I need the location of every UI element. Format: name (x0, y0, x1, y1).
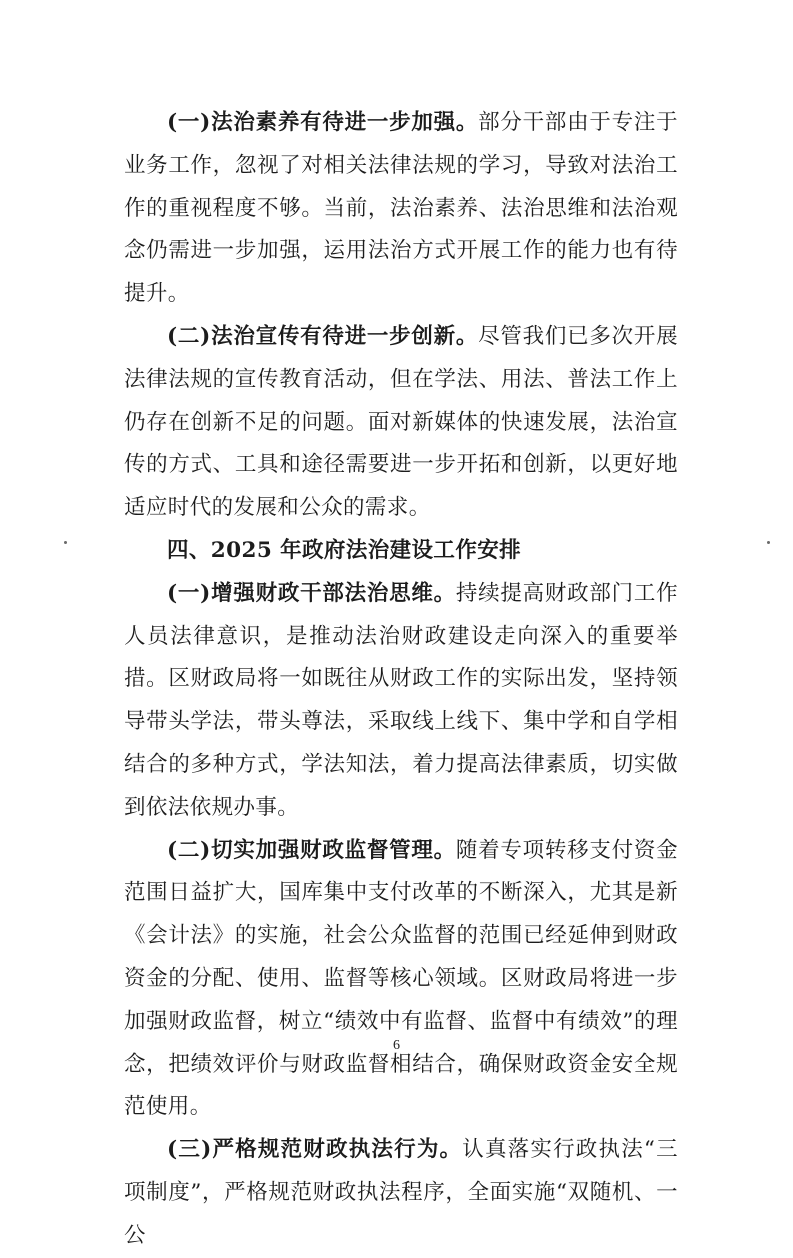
paragraph-text: 认真落实行政执法“三项制度”，严格规范财政执法程序，全面实施“双随机、一公 (124, 1137, 678, 1248)
paragraph-enforcement (124, 1129, 678, 1257)
paragraph-lead: (二)切实加强财政监督管理。 (167, 837, 456, 863)
scan-speck (64, 541, 67, 544)
page-number: 6 (393, 1038, 400, 1053)
document-body (124, 102, 678, 1258)
paragraph-text: 尽管我们已多次开展法律法规的宣传教育活动，但在学法、用法、普法工作上仍存在创新不足的问题。面对新媒体的快速发展，法治宣传的方式、工具和途径需要进一步开拓和创新，以更好地适应时代的发展和公众的需求。 (124, 323, 678, 521)
paragraph-lead: (一)增强财政干部法治思维。 (167, 580, 456, 606)
paragraph-text: 部分干部由于专注于业务工作，忽视了对相关法律法规的学习，导致对法治工作的重视程度不够。当前，法治素养、法治思维和法治观念仍需进一步加强，运用法治方式开展工作的能力也有待提升。 (124, 110, 678, 307)
paragraph-lead: (一)法治素养有待进一步加强。 (167, 110, 479, 135)
paragraph-strengthen-thinking (124, 573, 678, 830)
paragraph-lead: (三)严格规范财政执法行为。 (167, 1137, 463, 1163)
scan-speck (767, 541, 770, 544)
paragraph-legal-literacy (124, 102, 678, 316)
paragraph-lead: (二)法治宣传有待进一步创新。 (167, 323, 479, 349)
section-heading: 四、2025 年政府法治建设工作安排 (167, 537, 522, 563)
paragraph-fiscal-supervision (124, 830, 678, 1130)
paragraph-legal-publicity (124, 316, 678, 530)
paragraph-text: 随着专项转移支付资金范围日益扩大，国库集中支付改革的不断深入，尤其是新《会计法》的实施，社会公众监督的范围已经延伸到财政资金的分配、使用、监督等核心领域。区财政局将进一步加强财政监督，树立“绩效中有监督、监督中有绩效”的理念，把绩效评价与财政监督相结合，确保财政资金安全规范使用。 (124, 837, 678, 1120)
paragraph-text: 持续提高财政部门工作人员法律意识，是推动法治财政建设走向深入的重要举措。区财政局将一如既往从财政工作的实际出发，坚持领导带头学法，带头尊法，采取线上线下、集中学和自学相结合的多种方式，学法知法，着力提高法律素质，切实做到依法依规办事。 (124, 580, 678, 820)
